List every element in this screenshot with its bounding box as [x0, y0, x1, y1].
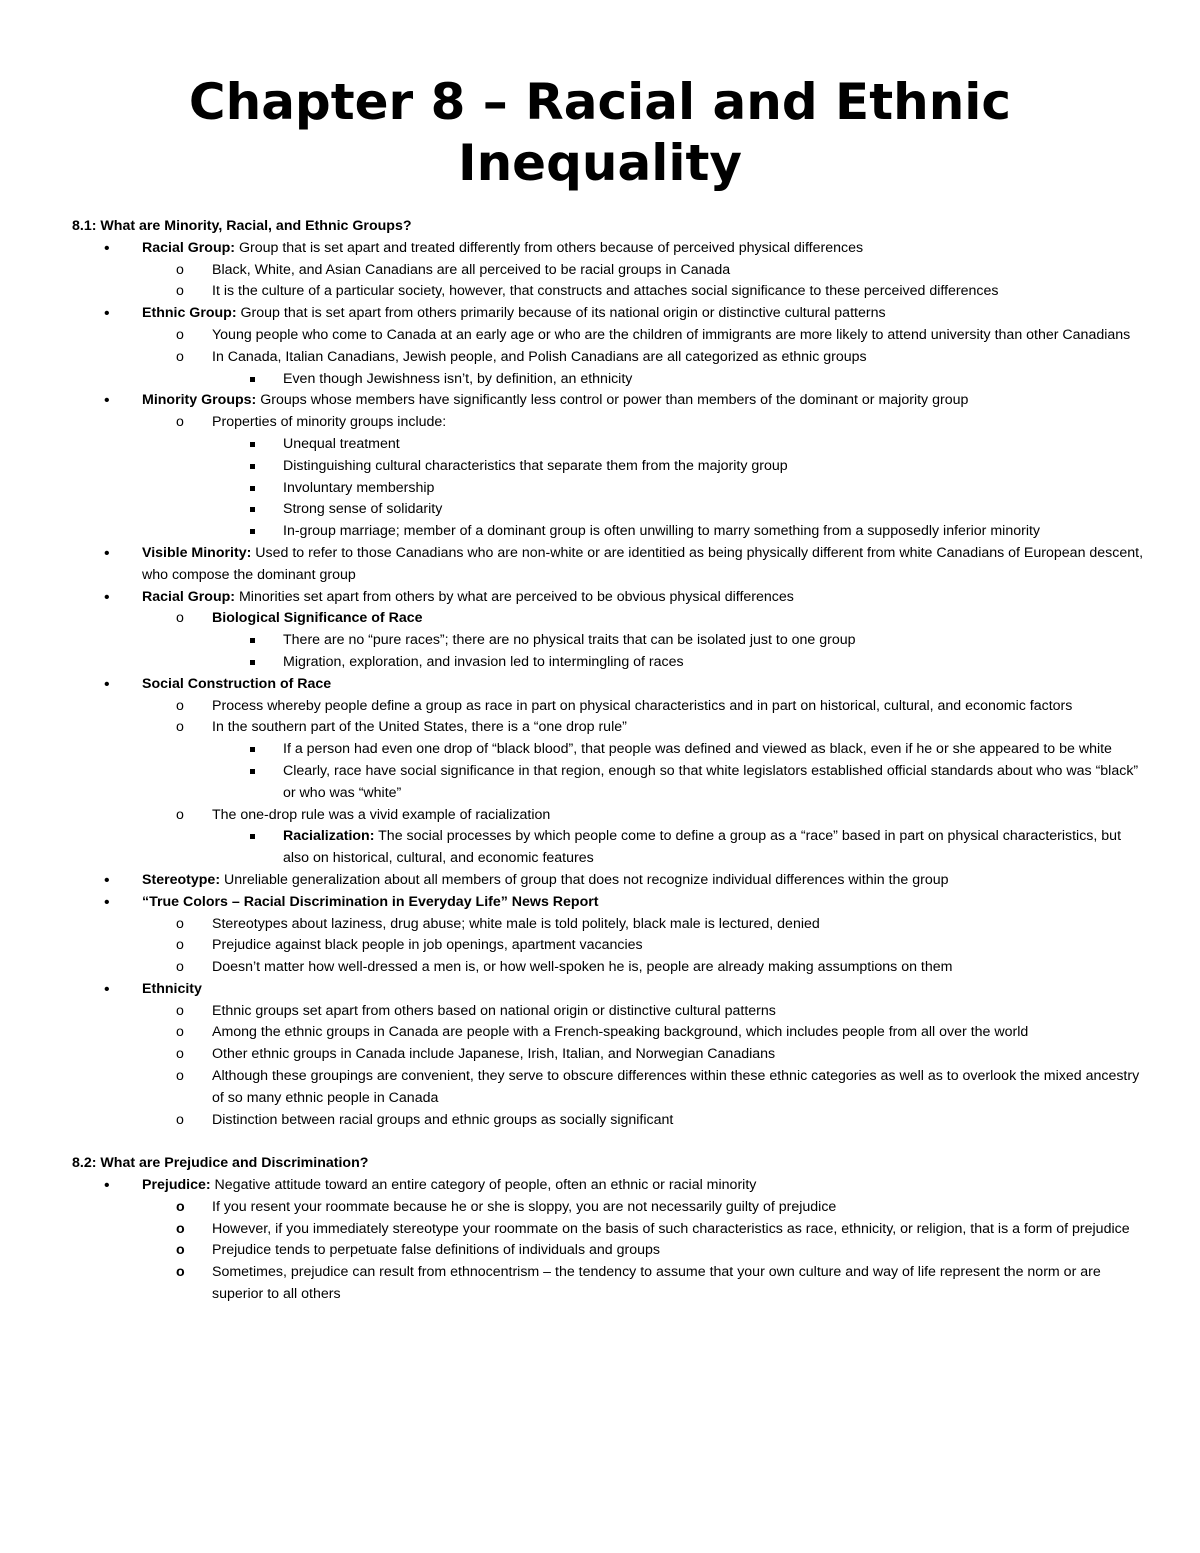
- list-item: [0, 674, 1200, 696]
- circle-bullet-icon: o: [176, 1220, 185, 1237]
- list-item-text: Even though Jewishness isn’t, by definition, an ethnicity: [283, 370, 633, 387]
- term-definition: Negative attitude toward an entire category of people, often an ethnic or racial minority: [210, 1177, 757, 1194]
- list-item: [0, 1110, 1200, 1132]
- page-title: Chapter 8 – Racial and Ethnic Inequality: [188, 73, 1012, 192]
- list-item-text: Other ethnic groups in Canada include Japanese, Irish, Italian, and Norwegian Canadians: [212, 1046, 776, 1063]
- circle-bullet-icon: o: [176, 1068, 184, 1085]
- term-label: Racial Group:: [142, 588, 236, 605]
- list-item-text: Distinction between racial groups and ethnic groups as socially significant: [212, 1111, 674, 1128]
- list-item: [0, 1240, 1200, 1262]
- list-item: [0, 1262, 1200, 1306]
- list-item-text: However, if you immediately stereotype your roommate on the basis of such characteristics as race, ethnicity, or religion, that is a form of prejudice: [212, 1220, 1130, 1237]
- list-item: [0, 1175, 1200, 1197]
- list-item-text: Young people who come to Canada at an early age or who are the children of immigrants are more likely to attend university than other Canadians: [212, 326, 1131, 343]
- section-heading-8-2: 8.2: What are Prejudice and Discrimination?: [72, 1155, 369, 1172]
- list-item: [0, 238, 1200, 260]
- list-item-text: Unequal treatment: [283, 435, 400, 452]
- list-item: [0, 1022, 1200, 1044]
- bullet-icon: •: [104, 871, 110, 889]
- list-item-text: The one-drop rule was a vivid example of racialization: [212, 806, 551, 823]
- list-item: [0, 696, 1200, 718]
- term-definition: The social processes by which people come to define a group as a “race” based in part on physical characteristics, but also on historical, cultural, and economic features: [283, 828, 1122, 867]
- circle-bullet-icon: o: [176, 1264, 185, 1281]
- list-item: [0, 456, 1200, 478]
- list-item: [0, 1197, 1200, 1219]
- term-label: Visible Minority:: [142, 544, 252, 561]
- term-label: Racial Group:: [142, 239, 236, 256]
- circle-bullet-icon: o: [176, 915, 184, 932]
- list-item-text: If you resent your roommate because he or she is sloppy, you are not necessarily guilty of prejudice: [212, 1198, 837, 1215]
- list-item: [0, 1066, 1200, 1110]
- list-item-text: Migration, exploration, and invasion led to intermingling of races: [283, 653, 684, 670]
- circle-bullet-icon: o: [176, 348, 184, 365]
- list-item-text: If a person had even one drop of “black blood”, that people was defined and viewed as black, even if he or she appeared to be white: [283, 741, 1112, 758]
- list-item: [0, 717, 1200, 739]
- square-bullet-icon: [250, 369, 255, 391]
- bullet-icon: •: [104, 544, 110, 562]
- term-label: Racialization:: [283, 828, 375, 845]
- list-item: [0, 281, 1200, 303]
- list-item-text: Strong sense of solidarity: [283, 501, 443, 518]
- list-item: [0, 303, 1200, 325]
- list-item-text: In the southern part of the United States, there is a “one drop rule”: [212, 719, 627, 736]
- list-item: [0, 805, 1200, 827]
- square-bullet-icon: [250, 499, 255, 521]
- term-label: “True Colors – Racial Discrimination in Everyday Life” News Report: [142, 893, 599, 910]
- list-item: [0, 434, 1200, 456]
- list-item: [0, 347, 1200, 369]
- list-item: [0, 478, 1200, 500]
- term-definition: Groups whose members have significantly less control or power than members of the dominant or majority group: [256, 392, 969, 409]
- list-item: [0, 826, 1200, 870]
- circle-bullet-icon: o: [176, 1046, 184, 1063]
- bullet-icon: •: [104, 305, 110, 323]
- circle-bullet-icon: o: [176, 261, 184, 278]
- list-item-text: Black, White, and Asian Canadians are all perceived to be racial groups in Canada: [212, 261, 731, 278]
- list-item: [0, 935, 1200, 957]
- list-item: [0, 260, 1200, 282]
- list-item: [0, 870, 1200, 892]
- list-item: [0, 1001, 1200, 1023]
- square-bullet-icon: [250, 434, 255, 456]
- square-bullet-icon: [250, 826, 255, 848]
- circle-bullet-icon: o: [176, 1198, 185, 1215]
- square-bullet-icon: [250, 761, 255, 783]
- bullet-icon: •: [104, 980, 110, 998]
- term-label: Ethnic Group:: [142, 305, 237, 322]
- list-item-text: In-group marriage; member of a dominant group is often unwilling to marry something from a supposedly inferior minority: [283, 523, 1041, 540]
- list-item-text: Stereotypes about laziness, drug abuse; white male is told politely, black male is lectured, denied: [212, 915, 820, 932]
- circle-bullet-icon: o: [176, 937, 184, 954]
- term-label: Stereotype:: [142, 871, 221, 888]
- square-bullet-icon: [250, 456, 255, 478]
- list-item-text: Process whereby people define a group as race in part on physical characteristics and in part on historical, cultural, and economic factors: [212, 697, 1073, 714]
- list-item-text: Clearly, race have social significance in that region, enough so that white legislators established official standards about who was “black” or who was “white”: [283, 762, 1139, 801]
- list-item: [0, 957, 1200, 979]
- list-item: [0, 892, 1200, 914]
- square-bullet-icon: [250, 521, 255, 543]
- list-item-text: There are no “pure races”; there are no physical traits that can be isolated just to one group: [283, 632, 856, 649]
- square-bullet-icon: [250, 652, 255, 674]
- square-bullet-icon: [250, 630, 255, 652]
- square-bullet-icon: [250, 739, 255, 761]
- bullet-icon: •: [104, 588, 110, 606]
- list-item: [0, 914, 1200, 936]
- square-bullet-icon: [250, 478, 255, 500]
- list-item: [0, 369, 1200, 391]
- circle-bullet-icon: o: [176, 806, 184, 823]
- list-item-text: It is the culture of a particular society, however, that constructs and attaches social significance to these perceived differences: [212, 283, 999, 300]
- list-item: [0, 587, 1200, 609]
- list-item: [0, 1044, 1200, 1066]
- circle-bullet-icon: o: [176, 719, 184, 736]
- term-label: Ethnicity: [142, 980, 202, 997]
- list-item: [0, 608, 1200, 630]
- term-label: Minority Groups:: [142, 392, 257, 409]
- circle-bullet-icon: o: [176, 1024, 184, 1041]
- list-item-text: In Canada, Italian Canadians, Jewish people, and Polish Canadians are all categorized as ethnic groups: [212, 348, 867, 365]
- circle-bullet-icon: o: [176, 414, 184, 431]
- section-heading-8-1: 8.1: What are Minority, Racial, and Ethnic Groups?: [72, 218, 412, 234]
- term-definition: Used to refer to those Canadians who are non-white or are identitied as being physically different from white Canadians of European descent, who compose the dominant group: [142, 544, 1144, 583]
- term-definition: Group that is set apart and treated differently from others because of perceived physical differences: [235, 239, 864, 256]
- term-definition: Group that is set apart from others primarily because of its national origin or distinctive cultural patterns: [236, 305, 886, 322]
- list-item-text: Prejudice tends to perpetuate false definitions of individuals and groups: [212, 1242, 660, 1259]
- circle-bullet-icon: o: [176, 959, 184, 976]
- list-item: [0, 1219, 1200, 1241]
- list-item: [0, 630, 1200, 652]
- section-spacer: [0, 1131, 1200, 1153]
- list-item: [0, 412, 1200, 434]
- list-item-text: Sometimes, prejudice can result from ethnocentrism – the tendency to assume that your own culture and way of life represent the norm or are superior to all others: [212, 1264, 1101, 1303]
- term-definition: Minorities set apart from others by what are perceived to be obvious physical differences: [235, 588, 794, 605]
- term-label: Prejudice:: [142, 1177, 211, 1194]
- bullet-icon: •: [104, 675, 110, 693]
- list-item: [0, 521, 1200, 543]
- circle-bullet-icon: o: [176, 1242, 185, 1259]
- list-item: [0, 390, 1200, 412]
- term-label: Social Construction of Race: [142, 675, 332, 692]
- list-item-text: Prejudice against black people in job openings, apartment vacancies: [212, 937, 643, 954]
- circle-bullet-icon: o: [176, 283, 184, 300]
- list-item: [0, 652, 1200, 674]
- list-item-text: Doesn’t matter how well-dressed a men is, or how well-spoken he is, people are already making assumptions on them: [212, 959, 953, 976]
- circle-bullet-icon: o: [176, 697, 184, 714]
- list-item-text: Although these groupings are convenient, they serve to obscure differences within these ethnic categories as well as to overlook the mixed ancestry of so many ethnic people in Canada: [212, 1068, 1140, 1106]
- bullet-icon: •: [104, 893, 110, 911]
- list-item-text: Ethnic groups set apart from others based on national origin or distinctive cultural patterns: [212, 1002, 776, 1019]
- list-item: [0, 499, 1200, 521]
- list-item: [0, 739, 1200, 761]
- circle-bullet-icon: o: [176, 1111, 184, 1128]
- circle-bullet-icon: o: [176, 610, 184, 627]
- bullet-icon: •: [104, 239, 110, 257]
- subheading: Biological Significance of Race: [212, 610, 423, 627]
- list-item-text: Properties of minority groups include:: [212, 414, 447, 431]
- circle-bullet-icon: o: [176, 326, 184, 343]
- bullet-icon: •: [104, 1177, 110, 1195]
- term-definition: Unreliable generalization about all members of group that does not recognize individual differences within the group: [220, 871, 949, 888]
- list-item-text: Among the ethnic groups in Canada are people with a French-speaking background, which includes people from all over the world: [212, 1024, 1029, 1041]
- circle-bullet-icon: o: [176, 1002, 184, 1019]
- document-body: [0, 216, 1200, 1306]
- list-item: [0, 325, 1200, 347]
- list-item-text: Involuntary membership: [283, 479, 435, 496]
- list-item: [0, 543, 1200, 587]
- list-item: [0, 979, 1200, 1001]
- list-item: [0, 761, 1200, 805]
- list-item-text: Distinguishing cultural characteristics that separate them from the majority group: [283, 457, 788, 474]
- bullet-icon: •: [104, 392, 110, 410]
